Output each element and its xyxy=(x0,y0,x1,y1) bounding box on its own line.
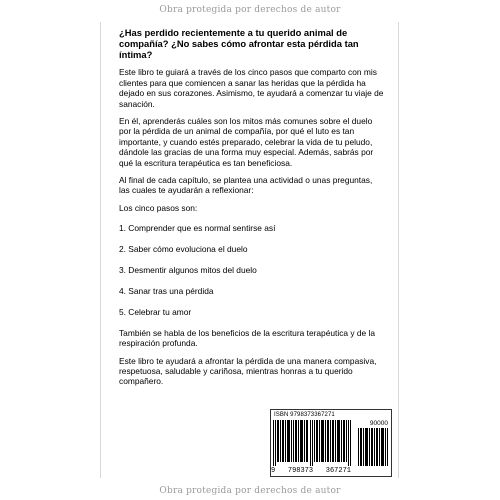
isbn-label: ISBN 9798373367271 xyxy=(274,412,335,418)
watermark-top: Obra protegida por derechos de autor xyxy=(159,5,341,15)
step-item: 4. Sanar tras una pérdida xyxy=(119,285,214,296)
paragraph-myths: En él, aprenderás cuáles son los mitos más comunes sobre el duelo por la pérdida de un animal de compañía, por qué el luto es tan importante, y cuando estés preparado, celebrar la vida de tu peludo, dándole las gracias de una forma muy especial. Además, sabrás por qué la escritura terapéutica es tan beneficiosa. xyxy=(119,116,374,168)
steps-intro: Los cinco pasos son: xyxy=(119,202,198,213)
isbn-barcode xyxy=(270,409,392,477)
barcode-bars-icon xyxy=(273,420,353,466)
paragraph-intro: Este libro te guiará a través de los cinco pasos que comparto con mis clientes para que comiencen a sanar las heridas que la pérdida ha dejado en sus corazones. Asimismo, te ayudará a comenzar tu viaje de sanación. xyxy=(119,67,384,109)
paragraph-benefits: También se habla de los beneficios de la escritura terapéutica y de la respiración profunda. xyxy=(119,327,376,349)
barcode-digit-group-right: 367271 xyxy=(325,467,351,475)
step-item: 3. Desmentir algunos mitos del duelo xyxy=(119,265,257,276)
paragraph-activities: Al final de cada capítulo, se plantea una actividad o unas preguntas, las cuales te ayudarán a reflexionar: xyxy=(119,175,373,196)
step-item: 5. Celebrar tu amor xyxy=(119,306,192,317)
watermark-bottom: Obra protegida por derechos de autor xyxy=(159,486,341,496)
price-barcode-bars-icon xyxy=(358,428,388,466)
barcode-digit-prefix: 9 xyxy=(271,467,276,475)
back-cover-heading: ¿Has perdido recientemente a tu querido animal de compañía? ¿No sabes cómo afrontar esta pérdida tan íntima? xyxy=(119,27,359,60)
step-item: 2. Saber cómo evoluciona el duelo xyxy=(119,244,248,255)
paragraph-closing: Este libro te ayudará a afrontar la pérdida de una manera compasiva, respetuosa, saludable y cariñosa, mientras honras a tu querido compañero. xyxy=(119,355,377,387)
barcode-digits xyxy=(271,468,351,475)
step-item: 1. Comprender que es normal sentirse así xyxy=(119,223,276,234)
barcode-digit-group-left: 798373 xyxy=(287,467,314,475)
back-cover-text xyxy=(119,28,385,394)
price-code: 90000 xyxy=(369,420,388,427)
